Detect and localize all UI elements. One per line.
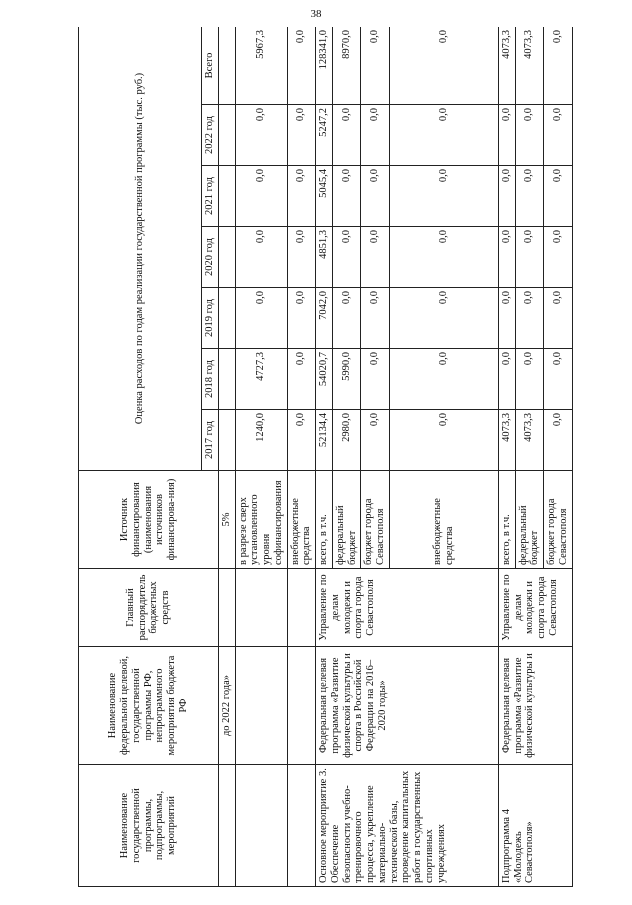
table-row bbox=[235, 27, 287, 887]
cell-federal bbox=[287, 647, 316, 765]
cell-value: 52134,4 bbox=[316, 410, 333, 471]
cell-manager bbox=[218, 569, 235, 647]
cell-total: 0,0 bbox=[287, 27, 316, 105]
cell-value: 0,0 bbox=[498, 349, 515, 410]
cell-value: 0,0 bbox=[287, 166, 316, 227]
cell-total: 8970,0 bbox=[332, 27, 361, 105]
cell-value: 0,0 bbox=[287, 349, 316, 410]
cell-program: Основное мероприятие 3. Обеспечение безопасности учебно-тренировочного процесса, укрепление материально-технической базы, проведение капитальных работ в государственных спортивных учреждениях bbox=[316, 765, 499, 887]
cell-value bbox=[218, 227, 235, 288]
cell-value: 4073,3 bbox=[498, 410, 515, 471]
year-header: 2020 год bbox=[202, 227, 219, 288]
cell-value: 0,0 bbox=[544, 166, 573, 227]
cell-value: 0,0 bbox=[332, 105, 361, 166]
cell-source: внебюджетные средства bbox=[287, 471, 316, 569]
cell-total: 5967,3 bbox=[235, 27, 287, 105]
cell-value: 0,0 bbox=[287, 410, 316, 471]
cell-value: 0,0 bbox=[389, 166, 498, 227]
cell-value: 0,0 bbox=[361, 288, 390, 349]
total-header: Всего bbox=[202, 27, 219, 105]
cell-federal: Федеральная целевая программа «Развитие физической культуры и спорта в Российской Федерации на 2016–2020 годы» bbox=[316, 647, 499, 765]
header-program: Наименование государственной программы, подпрограммы, мероприятий bbox=[79, 765, 219, 887]
cell-value bbox=[218, 105, 235, 166]
cell-value: 4073,3 bbox=[515, 410, 544, 471]
year-header: 2018 год bbox=[202, 349, 219, 410]
cell-value: 0,0 bbox=[544, 410, 573, 471]
cell-value bbox=[218, 349, 235, 410]
cell-federal bbox=[235, 647, 287, 765]
cell-value: 54020,7 bbox=[316, 349, 333, 410]
cell-value: 0,0 bbox=[235, 166, 287, 227]
cell-value: 0,0 bbox=[389, 105, 498, 166]
year-header: 2021 год bbox=[202, 166, 219, 227]
cell-program bbox=[218, 765, 235, 887]
rotated-page bbox=[78, 27, 618, 887]
cell-value: 0,0 bbox=[332, 227, 361, 288]
year-header: 2019 год bbox=[202, 288, 219, 349]
cell-value: 5247,2 bbox=[316, 105, 333, 166]
cell-value: 0,0 bbox=[544, 227, 573, 288]
cell-source: всего, в т.ч. bbox=[316, 471, 333, 569]
table-row bbox=[498, 27, 515, 887]
cell-value: 0,0 bbox=[332, 166, 361, 227]
cell-source: бюджет города Севастополя bbox=[361, 471, 390, 569]
cell-manager: Управление по делам молодежи и спорта города Севастополя bbox=[316, 569, 499, 647]
cell-value: 0,0 bbox=[544, 105, 573, 166]
cell-total: 4073,3 bbox=[498, 27, 515, 105]
cell-value: 0,0 bbox=[361, 105, 390, 166]
cell-program: Подпрограмма 4 «Молодежь Севастополя» bbox=[498, 765, 572, 887]
cell-value: 0,0 bbox=[235, 288, 287, 349]
cell-total: 0,0 bbox=[361, 27, 390, 105]
header-source: Источник финансирования (наименования источников финансирова-ния) bbox=[79, 471, 219, 569]
cell-federal: до 2022 года» bbox=[218, 647, 235, 765]
financing-table bbox=[78, 27, 573, 887]
cell-value: 0,0 bbox=[515, 349, 544, 410]
cell-value: 0,0 bbox=[498, 288, 515, 349]
cell-value: 0,0 bbox=[544, 349, 573, 410]
cell-total: 4073,3 bbox=[515, 27, 544, 105]
cell-value: 0,0 bbox=[515, 105, 544, 166]
table-row bbox=[316, 27, 333, 887]
cell-total: 128341,0 bbox=[316, 27, 333, 105]
cell-value: 1240,0 bbox=[235, 410, 287, 471]
cell-value: 0,0 bbox=[361, 410, 390, 471]
cell-source: федеральный бюджет bbox=[515, 471, 544, 569]
cell-value: 0,0 bbox=[287, 288, 316, 349]
page-number: 38 bbox=[310, 8, 322, 20]
year-header: 2017 год bbox=[202, 410, 219, 471]
cell-value: 0,0 bbox=[515, 288, 544, 349]
cell-total bbox=[218, 27, 235, 105]
cell-source: всего, в т.ч. bbox=[498, 471, 515, 569]
cell-value: 0,0 bbox=[515, 227, 544, 288]
cell-value: 0,0 bbox=[361, 166, 390, 227]
header-estimate: Оценка расходов по годам реализации государственной программы (тыс. руб.) bbox=[79, 27, 202, 471]
cell-value: 0,0 bbox=[332, 288, 361, 349]
cell-value bbox=[218, 288, 235, 349]
year-header: 2022 год bbox=[202, 105, 219, 166]
cell-value: 0,0 bbox=[235, 105, 287, 166]
table-row bbox=[287, 27, 316, 887]
header-federal: Наименование федеральной целевой, государственной программы РФ, непрограммного мероприятия бюджета РФ bbox=[79, 647, 219, 765]
cell-value: 4851,3 bbox=[316, 227, 333, 288]
table-row bbox=[218, 27, 235, 887]
cell-source: федеральный бюджет bbox=[332, 471, 361, 569]
cell-value: 0,0 bbox=[389, 227, 498, 288]
cell-value: 7042,0 bbox=[316, 288, 333, 349]
cell-value: 0,0 bbox=[235, 227, 287, 288]
cell-manager bbox=[287, 569, 316, 647]
cell-value: 0,0 bbox=[361, 349, 390, 410]
header-manager: Главный распорядитель бюджетных средств bbox=[79, 569, 219, 647]
cell-value: 0,0 bbox=[544, 288, 573, 349]
cell-program bbox=[287, 765, 316, 887]
cell-program bbox=[235, 765, 287, 887]
cell-value: 0,0 bbox=[287, 105, 316, 166]
cell-value: 0,0 bbox=[287, 227, 316, 288]
cell-total: 0,0 bbox=[389, 27, 498, 105]
cell-value: 0,0 bbox=[498, 166, 515, 227]
cell-value: 2980,0 bbox=[332, 410, 361, 471]
cell-value: 0,0 bbox=[498, 105, 515, 166]
cell-manager bbox=[235, 569, 287, 647]
cell-source: бюджет города Севастополя bbox=[544, 471, 573, 569]
cell-value: 0,0 bbox=[389, 410, 498, 471]
cell-value bbox=[218, 410, 235, 471]
cell-value: 5045,4 bbox=[316, 166, 333, 227]
cell-value: 0,0 bbox=[361, 227, 390, 288]
cell-source: в разрезе сверх установленного уровня софинансирования bbox=[235, 471, 287, 569]
cell-source: внебюджетные средства bbox=[389, 471, 498, 569]
cell-value: 4727,3 bbox=[235, 349, 287, 410]
cell-total: 0,0 bbox=[544, 27, 573, 105]
cell-source: 5% bbox=[218, 471, 235, 569]
cell-value bbox=[218, 166, 235, 227]
rotated-table-container bbox=[78, 27, 618, 887]
cell-value: 0,0 bbox=[389, 288, 498, 349]
cell-value: 0,0 bbox=[515, 166, 544, 227]
cell-federal: Федеральная целевая программа «Развитие физической культуры и bbox=[498, 647, 572, 765]
cell-value: 0,0 bbox=[498, 227, 515, 288]
header-row bbox=[79, 27, 202, 887]
cell-value: 0,0 bbox=[389, 349, 498, 410]
cell-manager: Управление по делам молодежи и спорта города Севастополя bbox=[498, 569, 572, 647]
cell-value: 5990,0 bbox=[332, 349, 361, 410]
